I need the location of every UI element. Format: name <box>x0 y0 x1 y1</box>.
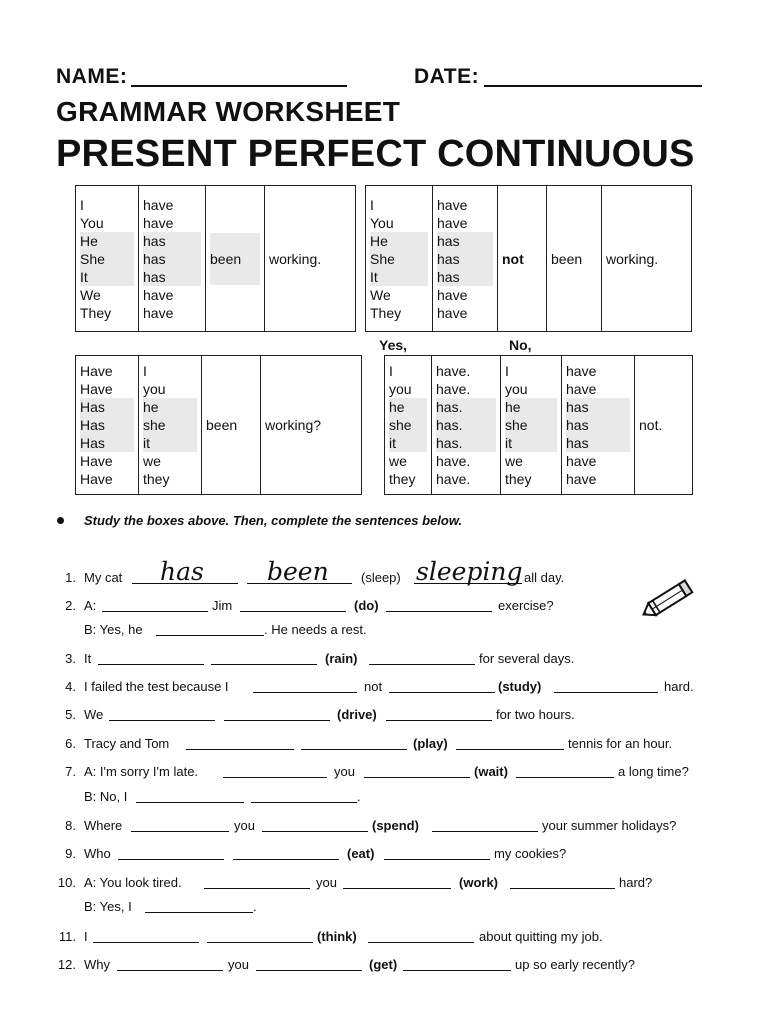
affirmative-subjects: I You He She It We They <box>76 186 139 332</box>
question-aux: Have Have Has Has Has Have Have <box>76 356 139 495</box>
exercise-7-line2-a: B: No, I <box>84 789 128 804</box>
exercise-5-text-b: (drive) <box>337 707 377 722</box>
exercise-10-text-c: (work) <box>459 875 498 890</box>
exercise-7-blank-1[interactable] <box>223 777 327 778</box>
exercise-10-number: 10. <box>57 875 76 890</box>
exercise-7-text-b: you <box>334 764 355 779</box>
exercise-2-blank-3[interactable] <box>386 611 492 612</box>
exercise-2-text-c: (do) <box>354 598 379 613</box>
exercise-12-blank-3[interactable] <box>403 970 511 971</box>
exercise-2-text-b: Jim <box>212 598 233 613</box>
exercise-1-text-a: My cat <box>84 570 123 585</box>
exercise-4-text-d: hard. <box>664 679 694 694</box>
affirmative-table <box>75 185 356 332</box>
exercise-3-text-a: It <box>84 651 92 666</box>
exercise-11-blank-2[interactable] <box>207 942 313 943</box>
exercise-3-blank-3[interactable] <box>369 664 475 665</box>
name-field[interactable] <box>131 85 347 87</box>
exercise-10-text-b: you <box>316 875 337 890</box>
negative-subjects: I You He She It We They <box>366 186 433 332</box>
exercise-5-blank-3[interactable] <box>386 720 492 721</box>
affirmative-been: been <box>206 186 265 332</box>
exercise-4-blank-1[interactable] <box>253 692 357 693</box>
yes-aux: have. have. has. has. has. have. have. <box>432 356 501 495</box>
pencil-icon <box>638 578 696 624</box>
exercise-3-number: 3. <box>65 651 76 666</box>
exercise-2-text-a: A: <box>84 598 97 613</box>
exercise-3-blank-1[interactable] <box>98 664 204 665</box>
exercise-4-text-c: (study) <box>498 679 542 694</box>
exercise-1-text-b: (sleep) <box>361 570 401 585</box>
exercise-10-blank-1[interactable] <box>204 888 310 889</box>
exercise-2-number: 2. <box>65 598 76 613</box>
exercise-1-answer-1: has <box>160 557 204 586</box>
exercise-12-number: 12. <box>57 957 76 972</box>
exercise-1-text-c: all day. <box>524 570 565 585</box>
exercise-4-blank-3[interactable] <box>554 692 658 693</box>
exercise-3-blank-2[interactable] <box>211 664 317 665</box>
affirmative-aux: have have has has has have have <box>139 186 206 332</box>
exercise-2-blank-2[interactable] <box>240 611 346 612</box>
exercise-8-blank-1[interactable] <box>131 831 229 832</box>
exercise-11-text-c: about quitting my job. <box>479 929 603 944</box>
exercise-8-blank-2[interactable] <box>262 831 368 832</box>
exercise-11-text-b: (think) <box>317 929 357 944</box>
exercise-4-blank-2[interactable] <box>389 692 495 693</box>
exercise-10-text-a: A: You look tired. <box>84 875 182 890</box>
exercise-9-text-c: my cookies? <box>494 846 567 861</box>
exercise-9-number: 9. <box>65 846 76 861</box>
exercise-10-line2-a: B: Yes, I <box>84 899 132 914</box>
date-label: DATE: <box>414 65 480 88</box>
exercise-5-number: 5. <box>65 707 76 722</box>
affirmative-verb: working. <box>265 186 356 332</box>
exercise-7-blank-4[interactable] <box>136 802 244 803</box>
exercise-5-text-a: We <box>84 707 104 722</box>
instruction-text: Study the boxes above. Then, complete the sentences below. <box>84 513 463 528</box>
exercise-9-text-a: Who <box>84 846 111 861</box>
exercise-11-blank-1[interactable] <box>93 942 199 943</box>
exercise-9-blank-2[interactable] <box>233 859 339 860</box>
exercise-3-text-c: for several days. <box>479 651 575 666</box>
exercise-6-blank-1[interactable] <box>186 749 294 750</box>
exercise-6-blank-3[interactable] <box>456 749 564 750</box>
exercise-10-blank-4[interactable] <box>145 912 253 913</box>
exercise-2-text-d: exercise? <box>498 598 554 613</box>
no-subjects: I you he she it we they <box>501 356 562 495</box>
exercise-7-number: 7. <box>65 764 76 779</box>
exercise-8-text-d: your summer holidays? <box>542 818 677 833</box>
exercise-6-number: 6. <box>65 736 76 751</box>
exercise-1-number: 1. <box>65 570 76 585</box>
exercise-5-text-c: for two hours. <box>496 707 575 722</box>
exercise-2-line2-a: B: Yes, he <box>84 622 143 637</box>
name-label: NAME: <box>56 65 128 88</box>
exercise-4-text-b: not <box>364 679 383 694</box>
no-not: not. <box>635 356 693 495</box>
exercise-12-blank-1[interactable] <box>117 970 223 971</box>
exercise-4-text-a: I failed the test because I <box>84 679 229 694</box>
exercise-8-number: 8. <box>65 818 76 833</box>
question-verb: working? <box>261 356 362 495</box>
exercise-5-blank-1[interactable] <box>109 720 215 721</box>
exercise-11-text-a: I <box>84 929 88 944</box>
exercise-6-blank-2[interactable] <box>301 749 407 750</box>
exercise-7-blank-2[interactable] <box>364 777 470 778</box>
exercise-7-blank-5[interactable] <box>251 802 357 803</box>
exercise-11-blank-3[interactable] <box>368 942 474 943</box>
exercise-12-text-b: you <box>228 957 249 972</box>
negative-aux: have have has has has have have <box>433 186 498 332</box>
worksheet-title: GRAMMAR WORKSHEET <box>56 96 401 127</box>
no-label: No, <box>509 337 532 353</box>
exercise-4-number: 4. <box>65 679 76 694</box>
exercise-10-blank-3[interactable] <box>510 888 615 889</box>
negative-not: not <box>498 186 547 332</box>
exercise-10-blank-2[interactable] <box>343 888 451 889</box>
question-been: been <box>202 356 261 495</box>
yes-subjects: I you he she it we they <box>385 356 432 495</box>
exercise-12-text-c: (get) <box>369 957 398 972</box>
date-field[interactable] <box>484 85 702 87</box>
exercise-3-text-b: (rain) <box>325 651 358 666</box>
worksheet-subtitle: PRESENT PERFECT CONTINUOUS <box>56 133 695 175</box>
bullet-icon <box>57 517 64 524</box>
yes-label: Yes, <box>379 337 408 353</box>
exercise-8-text-c: (spend) <box>372 818 419 833</box>
negative-table <box>365 185 692 332</box>
question-table <box>75 355 362 495</box>
exercise-12-blank-2[interactable] <box>256 970 362 971</box>
exercise-7-text-c: (wait) <box>474 764 508 779</box>
exercise-2-line2-b: . He needs a rest. <box>264 622 367 637</box>
exercise-7-blank-3[interactable] <box>516 777 614 778</box>
exercise-11-number: 11. <box>58 929 76 944</box>
exercise-7-text-d: a long time? <box>618 764 689 779</box>
exercise-8-blank-3[interactable] <box>432 831 538 832</box>
exercise-2-blank-4[interactable] <box>156 635 264 636</box>
exercise-10-line2-b: . <box>253 899 257 914</box>
exercise-8-text-a: Where <box>84 818 123 833</box>
exercise-5-blank-2[interactable] <box>224 720 330 721</box>
no-aux: have have has has has have have <box>562 356 635 495</box>
exercise-12-text-d: up so early recently? <box>515 957 635 972</box>
exercise-6-text-a: Tracy and Tom <box>84 736 170 751</box>
exercise-9-blank-3[interactable] <box>384 859 490 860</box>
exercise-6-text-b: (play) <box>413 736 448 751</box>
exercise-12-text-a: Why <box>84 957 110 972</box>
exercise-9-text-b: (eat) <box>347 846 375 861</box>
exercise-6-text-c: tennis for an hour. <box>568 736 673 751</box>
exercise-1-answer-2: been <box>267 557 329 586</box>
exercise-2-blank-1[interactable] <box>102 611 208 612</box>
exercise-8-text-b: you <box>234 818 255 833</box>
negative-verb: working. <box>602 186 692 332</box>
exercise-1-answer-3: sleeping <box>416 557 523 586</box>
short-answers-table <box>384 355 693 495</box>
exercise-7-text-a: A: I'm sorry I'm late. <box>84 764 199 779</box>
exercise-10-text-d: hard? <box>619 875 653 890</box>
exercise-9-blank-1[interactable] <box>118 859 224 860</box>
negative-been: been <box>547 186 602 332</box>
exercise-7-line2-b: . <box>357 789 361 804</box>
question-subjects: I you he she it we they <box>139 356 202 495</box>
